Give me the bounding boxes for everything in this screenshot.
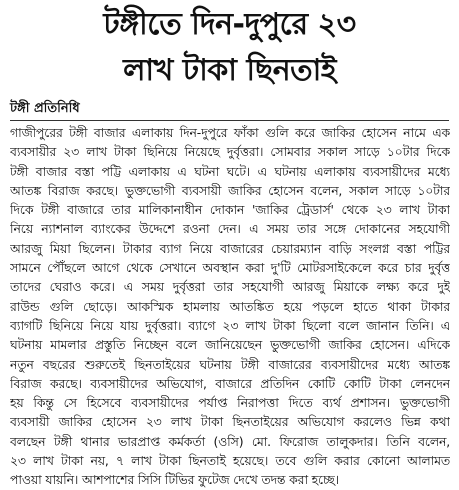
body-line: ২৩ লাখ টাকা নয়, ৭ লাখ টাকা ছিনতাই হয়েছে। তবে গুলি করার কোনো আলামত bbox=[10, 453, 450, 469]
body-line: আরজু মিয়া ছিলেন। টাকার ব্যাগ নিয়ে বাজারের চেয়ারম্যান বাড়ি সংলগ্ন বস্তা পট্টির bbox=[10, 240, 450, 256]
body-line: ব্যাগটি ছিনিয়ে নিয়ে যায় দুর্বৃত্তরা। ব্যাগে ২৩ লাখ টাকা ছিলো বলে জানান তিনি। এ bbox=[10, 317, 450, 333]
body-line: হয় কিন্তু সে হিসেবে ব্যবসায়ীদের পর্যাপ্ত নিরাপত্তা দিতে ব্যর্থ প্রশাসন। ভুক্তভোগী bbox=[10, 395, 450, 411]
body-line: ঘটনায় মামলার প্রস্তুতি নিচ্ছেন বলে জানিয়েছেন ভুক্তভোগী জাকির হোসেন। এদিকে bbox=[10, 337, 450, 353]
body-line: বলছেন টঙ্গী থানার ভারপ্রাপ্ত কর্মকর্তা (ওসি) মো. ফিরোজ তালুকদার। তিনি বলেন, bbox=[10, 433, 450, 449]
byline-divider bbox=[10, 120, 449, 121]
body-line: বিরাজ করছে। ব্যবসায়ীদের অভিযোগ, বাজারে প্রতিদিন কোটি কোটি টাকা লেনদেন bbox=[10, 375, 450, 391]
body-line: তাদের ঘেরাও করে। এ সময় দুর্বৃত্তরা তার সহযোগী আরজু মিয়াকে লক্ষ্য করে দুই bbox=[10, 279, 450, 295]
body-line: গাজীপুরের টঙ্গী বাজার এলাকায় দিন-দুপুরে ফাঁকা গুলি করে জাকির হোসেন নামে এক bbox=[10, 125, 450, 140]
body-line: নিয়ে ন্যাশনাল ব্যাংকের উদ্দেশে রওনা দেন। এ সময় তার সঙ্গে দোকানের সহযোগী bbox=[10, 221, 450, 237]
article-body bbox=[10, 123, 450, 490]
body-line: টঙ্গী বাজার বস্তা পট্টি এলাকায় এ ঘটনা ঘটে। এ ঘটনায় এলাকায় ব্যবসায়ীদের মধ্যে bbox=[10, 163, 450, 179]
body-line: সামনে পৌঁছলে আগে থেকে সেখানে অবস্থান করা দু'টি মোটরসাইকেলে করে চার দুর্বৃত্ত bbox=[10, 260, 450, 276]
body-line: পাওয়া যায়নি। আশপাশের সিসি টিভির ফুটেজ দেখে তদন্ত করা হচ্ছে। bbox=[10, 472, 339, 488]
body-line: আতঙ্ক বিরাজ করছে। ভুক্তভোগী ব্যবসায়ী জাকির হোসেন বলেন, সকাল সাড়ে ১০টার bbox=[10, 182, 450, 198]
body-line: ব্যবসায়ীর ২৩ লাখ টাকা ছিনিয়ে নিয়েছে দুর্বৃত্তরা। সোমবার সকাল সাড়ে ১০টার দিকে bbox=[10, 144, 450, 160]
body-line: নতুন বছরের শুরুতেই ছিনতাইয়ের ঘটনায় টঙ্গী বাজারের ব্যবসায়ীদের মধ্যে আতঙ্ক bbox=[10, 356, 450, 372]
headline-line-1: টঙ্গীতে দিন-দুপুরে ২৩ bbox=[103, 7, 356, 42]
byline: টঙ্গী প্রতিনিধি bbox=[10, 101, 80, 116]
body-line: রাউন্ড গুলি ছোড়ে। আকস্মিক হামলায় আতঙ্কিত হয়ে পড়লে হাতে থাকা টাকার bbox=[10, 298, 450, 314]
headline-line-2: লাখ টাকা ছিনতাই bbox=[123, 53, 336, 88]
body-line: দিকে টঙ্গী বাজারে তার মালিকানাধীন দোকান 'জাকির ট্রেডার্স' থেকে ২৩ লাখ টাকা bbox=[10, 202, 450, 218]
body-line: ব্যবসায়ী জাকির হোসেন ২৩ লাখ টাকা ছিনতাইয়ের অভিযোগ করলেও ভিন্ন কথা bbox=[10, 414, 450, 430]
